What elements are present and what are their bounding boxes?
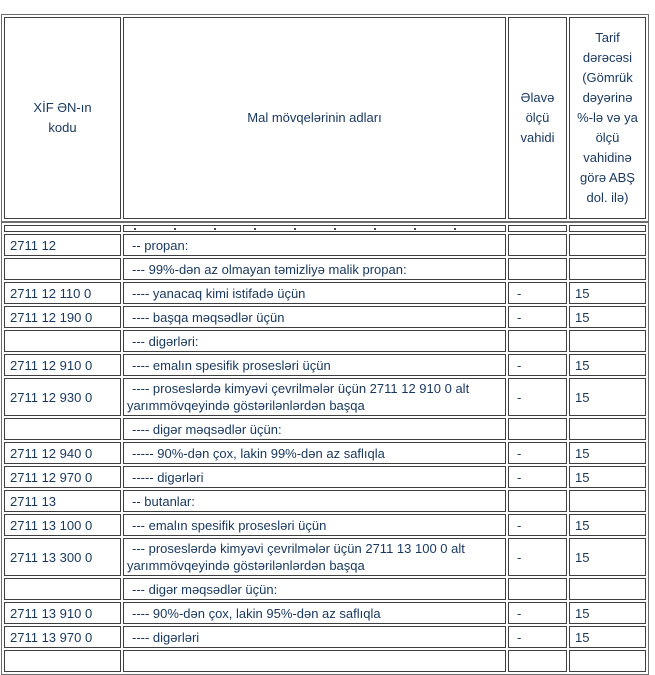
table-row	[4, 306, 646, 328]
cell-name: --- emalın spesifik prosesləri üçün	[123, 514, 506, 536]
cell-unit	[508, 225, 567, 232]
cell-code: 2711 12 930 0	[4, 378, 121, 416]
cell-unit: -	[508, 514, 567, 536]
cell-code: 2711 12 110 0	[4, 282, 121, 304]
column-header-code: XİF ƏN-ın kodu	[4, 17, 121, 219]
cell-unit	[508, 258, 567, 280]
cell-tariff: 15	[569, 354, 646, 376]
cell-code: 2711 12 970 0	[4, 466, 121, 488]
cell-name: ---- yanacaq kimi istifadə üçün	[123, 282, 506, 304]
cell-unit	[508, 490, 567, 512]
cell-tariff	[569, 578, 646, 600]
table-row	[4, 626, 646, 648]
table-row	[4, 378, 646, 416]
cell-code	[4, 225, 121, 232]
clipped-text-remnants	[134, 228, 486, 230]
cell-tariff: 15	[569, 442, 646, 464]
cell-code: 2711 13	[4, 490, 121, 512]
cell-name: --- proseslərdə kimyəvi çevrilmələr üçün 2711 13 100 0 alt yarımmövqeyində göstərilənlərdən başqa	[123, 538, 506, 576]
table-row	[4, 354, 646, 376]
table-row	[4, 330, 646, 352]
cell-code	[4, 418, 121, 440]
table-row	[4, 258, 646, 280]
cell-unit: -	[508, 354, 567, 376]
cutoff-row	[4, 650, 646, 672]
tariff-header-table	[1, 14, 649, 222]
cell-name: -- butanlar:	[123, 490, 506, 512]
cell-name	[123, 225, 506, 232]
cell-name: ---- başqa məqsədlər üçün	[123, 306, 506, 328]
cell-tariff: 15	[569, 306, 646, 328]
table-row	[4, 578, 646, 600]
cell-code: 2711 13 910 0	[4, 602, 121, 624]
cell-code: 2711 13 970 0	[4, 626, 121, 648]
cell-name: ----- digərləri	[123, 466, 506, 488]
table-row	[4, 538, 646, 576]
cell-tariff: 15	[569, 538, 646, 576]
cell-unit: -	[508, 306, 567, 328]
cell-unit	[508, 578, 567, 600]
cell-unit: -	[508, 538, 567, 576]
cell-code	[4, 258, 121, 280]
header-row	[4, 17, 646, 219]
cell-tariff	[569, 234, 646, 256]
cell-code: 2711 12	[4, 234, 121, 256]
table-row	[4, 234, 646, 256]
cell-name: ---- 90%-dən çox, lakin 95%-dən az saflıqla	[123, 602, 506, 624]
cell-code	[4, 650, 121, 672]
cell-name: --- digər məqsədlər üçün:	[123, 578, 506, 600]
table-row	[4, 418, 646, 440]
cell-unit: -	[508, 378, 567, 416]
table-row	[4, 282, 646, 304]
table-row	[4, 466, 646, 488]
cell-tariff	[569, 418, 646, 440]
tariff-table	[1, 222, 649, 675]
table-row	[4, 490, 646, 512]
cell-code: 2711 12 910 0	[4, 354, 121, 376]
cell-tariff: 15	[569, 282, 646, 304]
column-header-name: Mal mövqelərinin adları	[123, 17, 506, 219]
column-header-tariff: Tarif dərəcəsi (Gömrük dəyərinə %-lə və ya ölçü vahidinə görə ABŞ dol. ilə)	[569, 17, 646, 219]
cell-unit: -	[508, 442, 567, 464]
clipped-row	[4, 225, 646, 232]
table-row	[4, 442, 646, 464]
cell-name: ---- proseslərdə kimyəvi çevrilmələr üçün 2711 12 910 0 alt yarımmövqeyində göstərilənlərdən başqa	[123, 378, 506, 416]
table-row	[4, 514, 646, 536]
cell-code: 2711 12 190 0	[4, 306, 121, 328]
cell-name: ----- 90%-dən çox, lakin 99%-dən az saflıqla	[123, 442, 506, 464]
cell-code: 2711 12 940 0	[4, 442, 121, 464]
cell-code	[4, 330, 121, 352]
cell-code: 2711 13 100 0	[4, 514, 121, 536]
table-row	[4, 602, 646, 624]
cell-name	[123, 650, 506, 672]
cell-unit	[508, 418, 567, 440]
cell-unit: -	[508, 282, 567, 304]
cell-unit	[508, 234, 567, 256]
cell-tariff: 15	[569, 626, 646, 648]
cell-name: --- 99%-dən az olmayan təmizliyə malik propan:	[123, 258, 506, 280]
column-header-unit: Əlavə ölçü vahidi	[508, 17, 567, 219]
cell-tariff: 15	[569, 602, 646, 624]
cell-tariff	[569, 330, 646, 352]
cell-tariff: 15	[569, 378, 646, 416]
cell-name: -- propan:	[123, 234, 506, 256]
cell-tariff: 15	[569, 514, 646, 536]
cell-name: ---- digər məqsədlər üçün:	[123, 418, 506, 440]
cell-unit: -	[508, 626, 567, 648]
cell-code	[4, 578, 121, 600]
cell-tariff: 15	[569, 466, 646, 488]
cell-name: --- digərləri:	[123, 330, 506, 352]
cell-tariff	[569, 490, 646, 512]
cell-unit: -	[508, 466, 567, 488]
cell-code: 2711 13 300 0	[4, 538, 121, 576]
cell-name: ---- emalın spesifik prosesləri üçün	[123, 354, 506, 376]
cell-tariff	[569, 225, 646, 232]
cell-name: ---- digərləri	[123, 626, 506, 648]
cell-unit	[508, 650, 567, 672]
cell-unit	[508, 330, 567, 352]
tariff-table-body	[4, 225, 646, 672]
cell-unit: -	[508, 602, 567, 624]
cell-tariff	[569, 258, 646, 280]
cell-tariff	[569, 650, 646, 672]
